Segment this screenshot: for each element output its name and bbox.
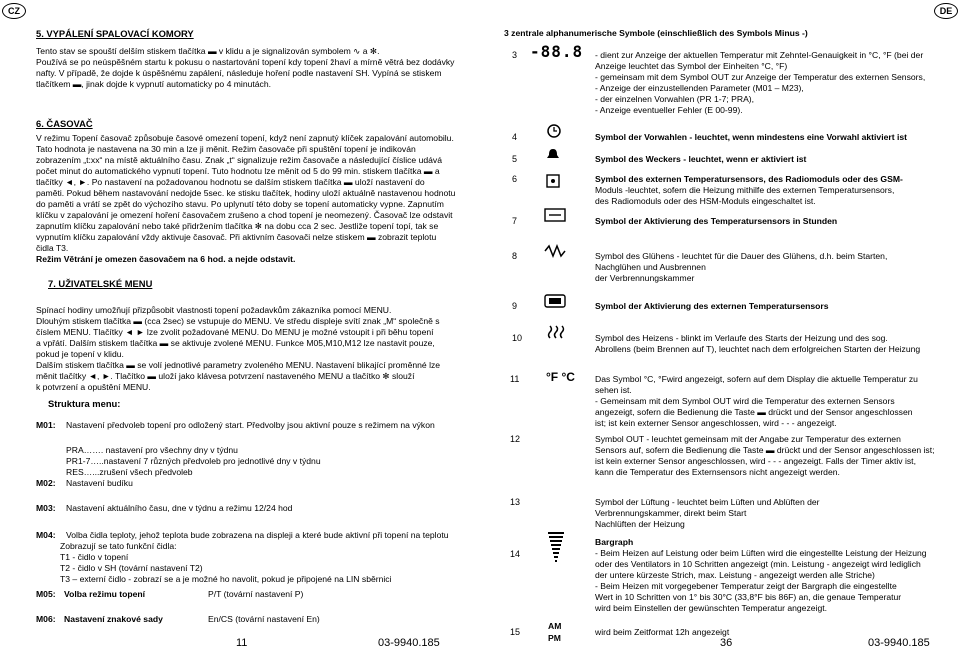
line: Tato hodnota je nastavena na 30 min a lze ji měnit. Režim časovače při spuštění topení je indikován	[36, 144, 416, 154]
item-3-text	[595, 50, 955, 116]
bell-icon	[546, 148, 560, 160]
line: PR1-7…..nastavení 7 různých předvoleb pro jednotlivé dny v týdnu	[66, 456, 321, 466]
section-6-title: 6. ČASOVAČ	[36, 118, 93, 129]
item-num-3: 3	[512, 50, 518, 60]
line: pokud je topení v klidu.	[36, 349, 124, 359]
line: vypnutím klíčku zapalování vždy aktivuje časovač. Při aktivním časovači nelze stiskem ▬ zobrazit teplotu	[36, 232, 437, 242]
section-5-body	[36, 46, 476, 90]
menu-value-m06: En/CS (tovární nastavení En)	[208, 614, 320, 624]
line: - Anzeige eventueller Fehler (E 00-99).	[595, 105, 743, 115]
section-6-body	[36, 133, 476, 265]
line: PRA……. nastavení pro všechny dny v týdnu	[66, 445, 238, 455]
item-num-12: 12	[510, 434, 521, 444]
line: ist kein externer Sensor angeschlossen, wird - - - angezeigt. Falls der Timer aktiv ist,	[595, 456, 916, 466]
line: paměti. Pokud během nastavování nedojde 5sec. ke stisku tlačítek, hodiny uloží aktuálně nastavenou hodnotu	[36, 188, 456, 198]
item-num-5: 5	[512, 154, 518, 164]
menu-text-m01: Nastavení předvoleb topení pro odložený start. Předvolby jsou aktivní pouze s režimem na výkon	[66, 420, 435, 430]
line: Symbol des Glühens - leuchtet für die Dauer des Glühens, d.h. beim Starten,	[595, 251, 888, 261]
ext-sensor-icon	[544, 294, 566, 308]
line: Abrollens (beim Brennen auf T), leuchtet nach dem erfolgreichen Starten der Heizung	[595, 344, 921, 354]
line: sehen ist.	[595, 385, 632, 395]
line: zapnutím klíčku zapalování nebo také přidržením tlačítka ✻ na dobu cca 2 sec. Jestliže topení topí, tak se	[36, 221, 439, 231]
m04-sub-list	[60, 541, 392, 585]
line: tlačítkem ▬, jinak dojde k vypnutí automaticky po 4 minutách.	[36, 79, 272, 89]
menu-code-m04: M04:	[36, 530, 56, 540]
item-num-14: 14	[510, 549, 521, 559]
line: - Beim Heizen auf Leistung oder beim Lüften wird die eingestellte Leistung der Heizung	[595, 548, 927, 558]
line: k potvrzení a opuštění MENU.	[36, 382, 151, 392]
item-13-text	[595, 497, 955, 530]
item-10-text	[595, 333, 955, 355]
line: počet minut do automatického vypnutí topení. Tuto hodnotu lze měnit od 5 do 99 min. stiskem tlačítka ▬ a	[36, 166, 440, 176]
line: klíčku v zapalování je omezení hoření časovačem zrušeno a chod topení je neomezený. Časovač lze odstavit	[36, 210, 453, 220]
menu-code-m02: M02:	[36, 478, 56, 488]
glow-icon	[544, 244, 568, 258]
item-num-4: 4	[512, 132, 518, 142]
line: wird beim Einstellen der gewünschten Temperatur angezeigt.	[595, 603, 828, 613]
line: ist; ist kein externer Sensor angeschlossen, wird - - - angezeigt.	[595, 418, 837, 428]
item-4-text: Symbol der Vorwahlen - leuchtet, wenn mindestens eine Vorwahl aktiviert ist	[595, 132, 907, 142]
line: - gemeinsam mit dem Symbol OUT zur Anzeige der Temperatur des externen Sensors,	[595, 72, 926, 82]
menu-code-m03: M03:	[36, 503, 56, 513]
line: Zobrazují se tato funkční čidla:	[60, 541, 177, 551]
line: Symbol OUT - leuchtet gemeinsam mit der Angabe zur Temperatur des externen	[595, 434, 901, 444]
item-num-10: 10	[512, 333, 523, 343]
menu-value-m05: P/T (tovární nastavení P)	[208, 589, 304, 599]
line: T1 - čidlo v topení	[60, 552, 129, 562]
page-number-left: 11	[236, 637, 248, 649]
line: des Radiomoduls oder des HSM-Moduls eingeschaltet ist.	[595, 196, 816, 206]
line: čidla T3.	[36, 243, 69, 253]
item-11-text	[595, 374, 955, 429]
line: Nachlüften der Heizung	[595, 519, 685, 529]
line: zobrazením „t:xx“ na místě aktuálního času. Znak „t“ signalizuje režim časovače a následující číslice udává	[36, 155, 442, 165]
line: der Verbrennungskammer	[595, 273, 695, 283]
line: do paměti a vrátí se zpět do výchozího stavu. Po uplynutí této doby se topení automaticky vypne. Zapnutím	[36, 199, 444, 209]
item-7-text: Symbol der Aktivierung des Temperatursensors in Stunden	[595, 216, 838, 226]
doc-number-left: 03-9940.185	[378, 637, 440, 649]
line: Režim Větrání je omezen časovačem na 6 hod. a nejde odstavit.	[36, 254, 296, 264]
line: - Beim Heizen mit vorgegebener Temperatur zeigt der Bargraph die eingestellte	[595, 581, 897, 591]
line: Das Symbol °C, °Fwird angezeigt, sofern auf dem Display die aktuelle Temperatur zu	[595, 374, 918, 384]
line: Spínací hodiny umožňují přizpůsobit vlastnosti topení požadavkům zákazníka pomocí MENU.	[36, 305, 392, 315]
item-9-text: Symbol der Aktivierung des externen Temperatursensors	[595, 301, 829, 311]
menu-code-m05: M05:	[36, 589, 56, 599]
cz-badge: CZ	[2, 3, 26, 19]
doc-number-right: 03-9940.185	[868, 637, 930, 649]
line: Nachglühen und Ausbrennen	[595, 262, 706, 272]
item-num-9: 9	[512, 301, 518, 311]
line: Symbol des Heizens - blinkt im Verlaufe des Starts der Heizung und des sog.	[595, 333, 888, 343]
item-num-11: 11	[510, 374, 520, 384]
am-label: AM	[548, 621, 562, 631]
fc-unit-icon: °F °C	[546, 370, 575, 384]
line: Sensors auf, sofern die Bedienung die Taste ▬ drückt und der Sensor angeschlossen ist;	[595, 445, 935, 455]
line: Symbol der Lüftung - leuchtet beim Lüften und Ablüften der	[595, 497, 820, 507]
m01-sub-list	[66, 445, 321, 478]
line: nafty. V případě, že dojde k úspěšnému zapálení, následuje hoření podle nastavení SH. Vypíná se stiskem	[36, 68, 442, 78]
line: oder des Ventilators in 10 Schritten angezeigt (min. Leistung - angezeigt wird lediglich	[595, 559, 921, 569]
menu-name-m05: Volba režimu topení	[64, 589, 146, 599]
item-15-text: wird beim Zeitformat 12h angezeigt	[595, 627, 730, 637]
sensor-hours-icon	[544, 208, 566, 222]
section-7-title: 7. UŽIVATELSKÉ MENU	[48, 278, 153, 289]
item-num-8: 8	[512, 251, 518, 261]
line: Moduls -leuchtet, sofern die Heizung mithilfe des externen Temperatursensors,	[595, 185, 895, 195]
sensor-icon	[544, 172, 562, 190]
line: der untere kürzeste Strich, max. Leistung - angezeigt werden alle Striche)	[595, 570, 875, 580]
menu-name-m06: Nastavení znakové sady	[64, 614, 163, 624]
line: tlačítky ◄, ►. Po nastavení na požadovanou hodnotu se dalším stiskem tlačítka ▬ uloží nastavení do	[36, 177, 425, 187]
line: Dlouhým stiskem tlačítka ▬ (cca 2sec) se vstupuje do MENU. Ve středu displeje svítí znak „M“ společně s	[36, 316, 440, 326]
section-5-title: 5. VYPÁLENÍ SPALOVACÍ KOMORY	[36, 28, 194, 39]
line: - Anzeige der einzustellenden Parameter (M01 – M23),	[595, 83, 804, 93]
line: číslem MENU. Tlačítky ◄ ► lze zvolit požadované MENU. Do MENU je možné vstoupit i při běhu topení	[36, 327, 434, 337]
menu-text-m03: Nastavení aktuálního času, dne v týdnu a režimu 12/24 hod	[66, 503, 293, 513]
line: - der einzelnen Vorwahlen (PR 1-7; PRA),	[595, 94, 755, 104]
section-7-body	[36, 305, 476, 393]
seven-seg-icon: -88.8	[530, 42, 584, 61]
item-num-6: 6	[512, 174, 518, 184]
line: měnit tlačítky ◄, ►. Tlačítko ▬ uloží jako klávesa potvrzení nastaveného MENU a tlačítko ✻ slouží	[36, 371, 415, 381]
line: Používá se po neúspěšném startu k pokusu o nastartování topení kdy topení žhaví a mírně větrá bez dodávky	[36, 57, 455, 67]
right-header: 3 zentrale alphanumerische Symbole (einschließlich des Symbols Minus -)	[504, 28, 808, 38]
menu-text-m04: Volba čidla teploty, jehož teplota bude zobrazena na displeji a které bude aktivní při topení na teplotu	[66, 530, 449, 540]
menu-code-m01: M01:	[36, 420, 56, 430]
line: - dient zur Anzeige der aktuellen Temperatur mit Zehntel-Genauigkeit in °C, °F (bei der	[595, 50, 924, 60]
clock-icon	[546, 123, 562, 139]
line: kann die Temperatur des Externsensors nicht angezeigt werden.	[595, 467, 840, 477]
line: Symbol des externen Temperatursensors, des Radiomoduls oder des GSM-	[595, 174, 903, 184]
item-num-15: 15	[510, 627, 521, 637]
page-number-right: 36	[720, 637, 733, 649]
menu-text-m02: Nastavení budíku	[66, 478, 133, 488]
line: V režimu Topení časovač způsobuje časové omezení topení, když není zapnutý klíček zapalování automobilu.	[36, 133, 454, 143]
heating-icon	[546, 324, 566, 340]
item-num-7: 7	[512, 216, 518, 226]
line: T3 – externí čidlo - zobrazí se a je možné ho navolit, pokud je připojené na LIN sběrnici	[60, 574, 392, 584]
line: angezeigt, sofern die Bedienung die Taste ▬ drückt und der Sensor angeschlossen	[595, 407, 913, 417]
item-8-text	[595, 251, 955, 284]
menu-structure-title: Struktura menu:	[48, 398, 121, 409]
menu-code-m06: M06:	[36, 614, 56, 624]
line: Dalším stiskem tlačítka ▬ se volí jednotlivé parametry zvoleného MENU. Nastavení blikající proměnné lze	[36, 360, 441, 370]
de-badge: DE	[934, 3, 958, 19]
line: RES…...zrušení všech předvoleb	[66, 467, 193, 477]
bargraph-icon	[546, 530, 566, 570]
line: a vpřátí. Dalším stiskem tlačítka ▬ se aktivuje zvolené MENU. Funkce M05,M10,M12 lze nastavit pouze,	[36, 338, 435, 348]
line: Bargraph	[595, 537, 634, 547]
line: - Gemeinsam mit dem Symbol OUT wird die Temperatur des externen Sensors	[595, 396, 895, 406]
pm-label: PM	[548, 633, 561, 643]
item-num-13: 13	[510, 497, 521, 507]
item-6-text	[595, 174, 955, 207]
line: Wert in 10 Schritten von 1° bis 30°C (33,8°F bis 86F) an, die genaue Temperatur	[595, 592, 902, 602]
line: Verbrennungskammer, direkt beim Start	[595, 508, 747, 518]
item-5-text: Symbol des Weckers - leuchtet, wenn er aktiviert ist	[595, 154, 807, 164]
item-14-text	[595, 537, 955, 614]
line: Anzeige leuchtet das Symbol der Einheiten °C, °F)	[595, 61, 788, 71]
line: T2 - čidlo v SH (tovární nastavení T2)	[60, 563, 203, 573]
item-12-text	[595, 434, 955, 478]
line: Tento stav se spouští delším stiskem tlačítka ▬ v klidu a je signalizován symbolem ∿ a ✻.	[36, 46, 380, 56]
